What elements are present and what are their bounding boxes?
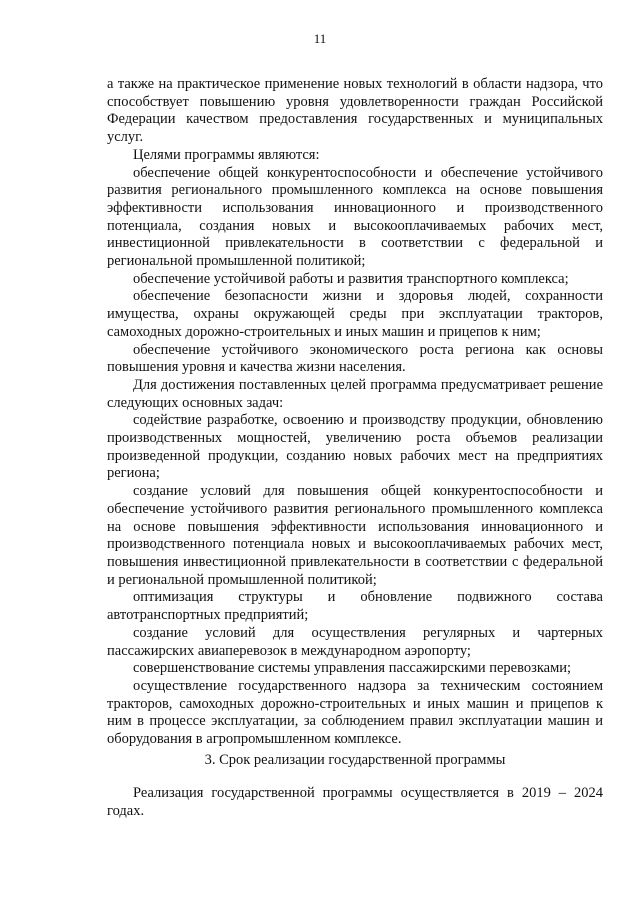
paragraph-task-6: осуществление государственного надзора за техническим состоянием тракторов, самоходных дорожно-строительных и иных машин и прицепов к ним в процессе эксплуатации, за соблюдением правил эксплуатации машин и оборудования в агропромышленном комплексе. (107, 677, 603, 748)
section-heading: 3. Срок реализации государственной программы (204, 752, 506, 768)
paragraph-intro: а также на практическое применение новых технологий в области надзора, что способствует повышению уровня удовлетворенности граждан Российской Федерации качеством предоставления государственных и муниципальных услуг. (107, 76, 603, 146)
paragraph-task-1: содействие разработке, освоению и производству продукции, обновлению производственных мощностей, увеличению роста объемов реализации произведенной продукции, созданию новых рабочих мест на предприятиях региона; (107, 412, 603, 482)
paragraph-task-5: совершенствование системы управления пассажирскими перевозками; (133, 660, 572, 677)
paragraph-goal-1: обеспечение общей конкурентоспособности и обеспечение устойчивого развития регионального промышленного комплекса на основе повышения эффективности использования инновационного и производственного потенциала, создания новых и высокооплачиваемых рабочих мест, инвестиционной привлекательности в соответствии с федеральной и региональной промышленной политикой; (107, 164, 603, 270)
page-number: 11 (313, 31, 327, 46)
paragraph-goals-heading: Целями программы являются: (133, 146, 320, 163)
paragraph-goal-4: обеспечение устойчивого экономического роста региона как основы повышения уровня и качества жизни населения. (107, 341, 603, 376)
paragraph-goal-3: обеспечение безопасности жизни и здоровья людей, сохранности имущества, охраны окружающей среды при эксплуатации тракторов, самоходных дорожно-строительных и иных машин и прицепов к ним; (107, 288, 603, 340)
section-paragraph: Реализация государственной программы осуществляется в 2019 – 2024 годах. (107, 785, 603, 819)
paragraph-task-3: оптимизация структуры и обновление подвижного состава автотранспортных предприятий; (107, 589, 603, 624)
body-text (107, 76, 603, 749)
paragraph-goal-2: обеспечение устойчивой работы и развития транспортного комплекса; (133, 270, 569, 287)
paragraph-tasks-heading: Для достижения поставленных целей программа предусматривает решение следующих основных задач: (107, 376, 603, 411)
paragraph-task-2: создание условий для повышения общей конкурентоспособности и обеспечение устойчивого развития регионального промышленного комплекса на основе повышения эффективности использования инновационного и производственного потенциала новых и высокооплачиваемых рабочих мест, повышения инвестиционной привлекательности в соответствии с федеральной и региональной промышленной политикой; (107, 483, 603, 588)
paragraph-task-4: создание условий для осуществления регулярных и чартерных пассажирских авиаперевозок в международном аэропорту; (107, 624, 603, 659)
